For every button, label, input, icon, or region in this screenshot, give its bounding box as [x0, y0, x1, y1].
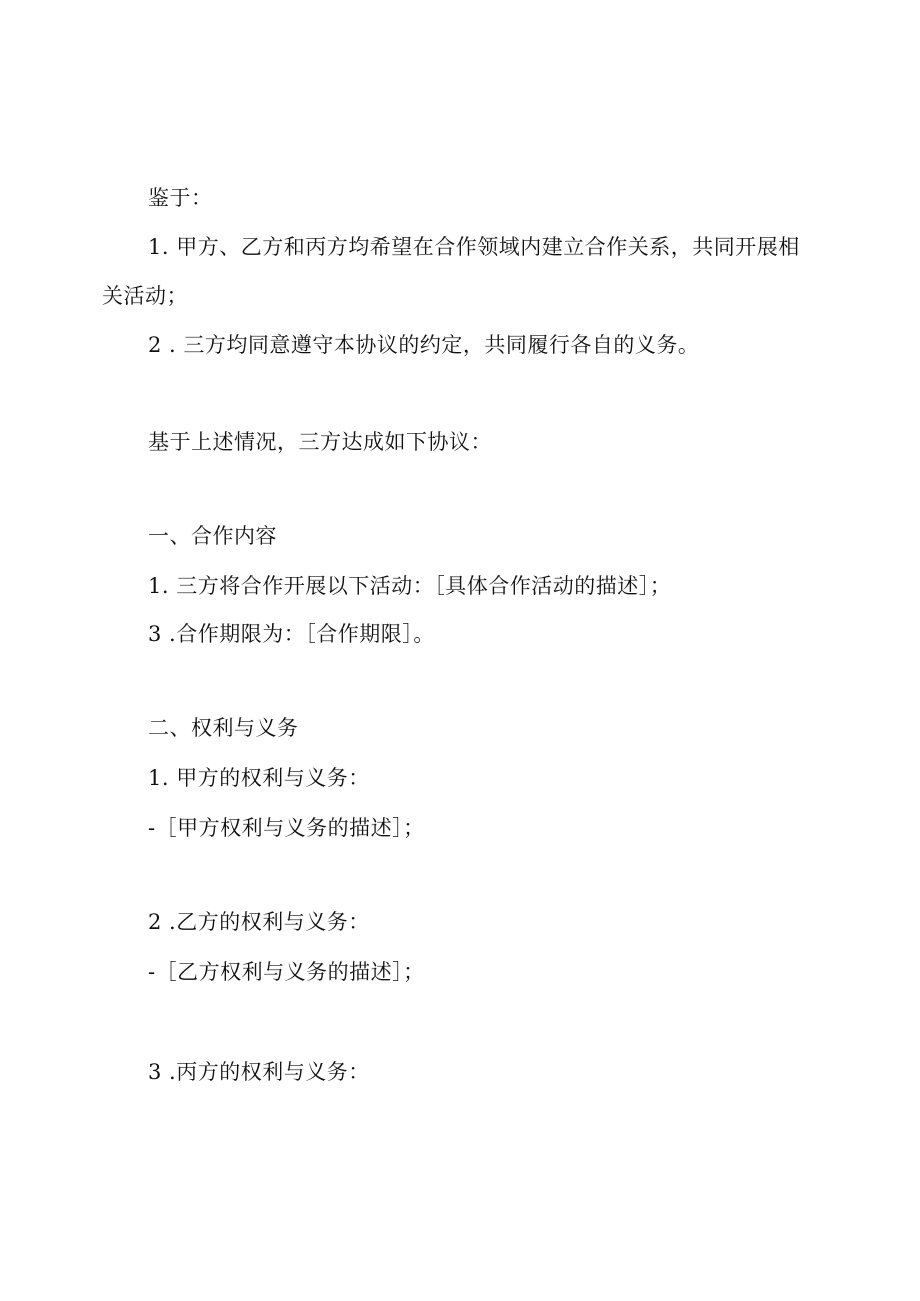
- whereas-item-2: 2 . 三方均同意遵守本协议的约定，共同履行各自的义务。: [148, 333, 700, 357]
- section-1-heading: 一、合作内容: [148, 524, 277, 548]
- section-2-heading: 二、权利与义务: [148, 716, 299, 740]
- party-b-description: -［乙方权利与义务的描述］；: [148, 960, 425, 984]
- section-1-item-1: 1. 三方将合作开展以下活动：［具体合作活动的描述］；: [148, 574, 672, 598]
- whereas-item-1-line-1: 1. 甲方、乙方和丙方均希望在合作领域内建立合作关系，共同开展相: [148, 235, 800, 259]
- party-a-description: -［甲方权利与义务的描述］；: [148, 816, 425, 840]
- whereas-item-1-line-2: 关活动；: [102, 284, 188, 308]
- party-a-title: 1. 甲方的权利与义务：: [148, 766, 370, 790]
- party-c-title: 3 .丙方的权利与义务：: [148, 1060, 370, 1084]
- party-b-title: 2 .乙方的权利与义务：: [148, 910, 370, 934]
- section-1-item-3: 3 .合作期限为：［合作期限］。: [148, 622, 435, 646]
- agreement-intro: 基于上述情况，三方达成如下协议：: [148, 430, 492, 454]
- whereas-heading: 鉴于：: [148, 186, 213, 210]
